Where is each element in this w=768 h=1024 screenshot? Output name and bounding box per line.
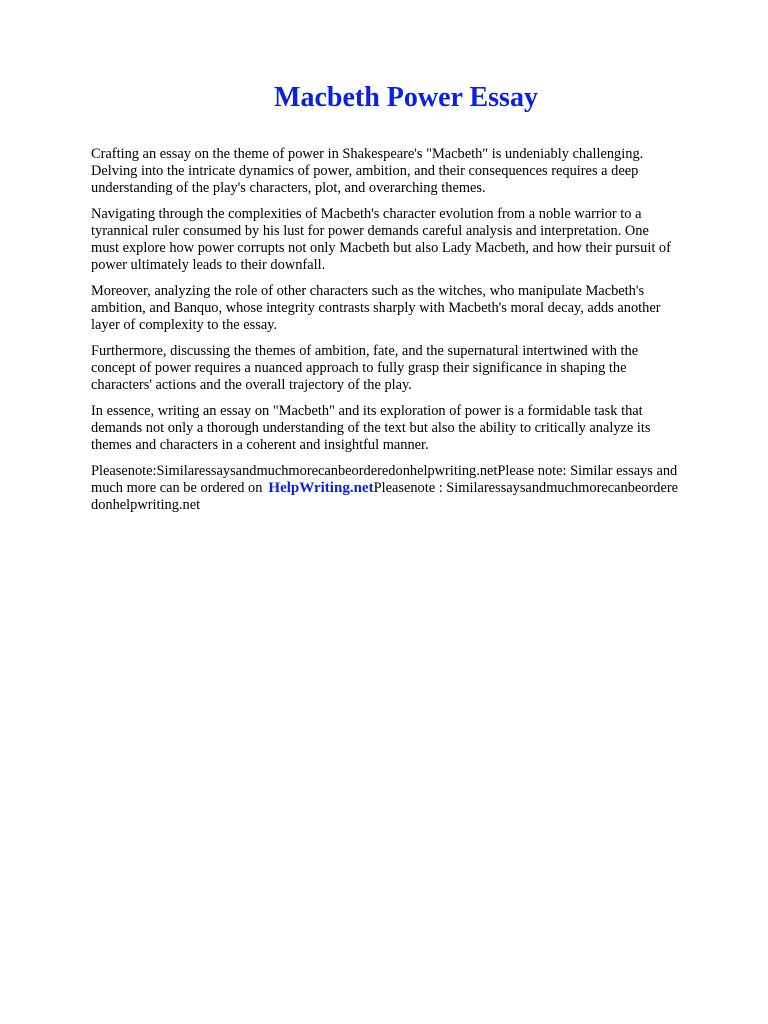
text-line: understanding of the play's characters, plot, and overarching themes.	[91, 180, 486, 196]
text-line: layer of complexity to the essay.	[91, 317, 278, 333]
text-line: characters' actions and the overall trajectory of the play.	[91, 377, 412, 393]
text-line: In essence, writing an essay on "Macbeth" and its exploration of power is a formidable task that	[91, 403, 643, 419]
paragraph-5	[91, 403, 727, 454]
note-line-2-suffix: Pleasenote : Similaressaysandmuchmorecanbeordere	[373, 480, 679, 496]
text-line: Navigating through the complexities of Macbeth's character evolution from a noble warrior to a	[91, 206, 642, 222]
note-line-3: donhelpwriting.net	[91, 497, 201, 513]
text-line: power ultimately leads to their downfall.	[91, 257, 326, 273]
text-line: Crafting an essay on the theme of power in Shakespeare's "Macbeth" is undeniably challenging.	[91, 146, 644, 162]
text-line: concept of power requires a nuanced approach to fully grasp their significance in shaping the	[91, 360, 627, 376]
text-line: Moreover, analyzing the role of other characters such as the witches, who manipulate Macbeth's	[91, 283, 645, 299]
paragraph-2	[91, 206, 727, 274]
text-line: themes and characters in a coherent and insightful manner.	[91, 437, 429, 453]
paragraph-1	[91, 146, 727, 197]
order-note	[91, 463, 727, 514]
text-line: must explore how power corrupts not only Macbeth but also Lady Macbeth, and how their pursuit of	[91, 240, 671, 256]
note-line-2-prefix: much more can be ordered on	[91, 480, 263, 496]
paragraph-3	[91, 283, 727, 334]
text-line: Delving into the intricate dynamics of power, ambition, and their consequences requires a deep	[91, 163, 639, 179]
text-line: tyrannical ruler consumed by his lust for power demands careful analysis and interpretation. One	[91, 223, 649, 239]
note-line-1: Pleasenote:Similaressaysandmuchmorecanbeorderedonhelpwriting.netPlease note: Similar essays and	[91, 463, 678, 479]
note-line-2	[91, 480, 678, 496]
page-title: Macbeth Power Essay	[274, 82, 538, 113]
text-line: ambition, and Banquo, whose integrity contrasts sharply with Macbeth's moral decay, adds another	[91, 300, 661, 316]
text-line: Furthermore, discussing the themes of ambition, fate, and the supernatural intertwined with the	[91, 343, 639, 359]
text-line: demands not only a thorough understanding of the text but also the ability to critically analyze its	[91, 420, 651, 436]
paragraph-4	[91, 343, 727, 394]
helpwriting-link[interactable]: HelpWriting.net	[268, 480, 374, 496]
essay-body	[91, 146, 727, 523]
